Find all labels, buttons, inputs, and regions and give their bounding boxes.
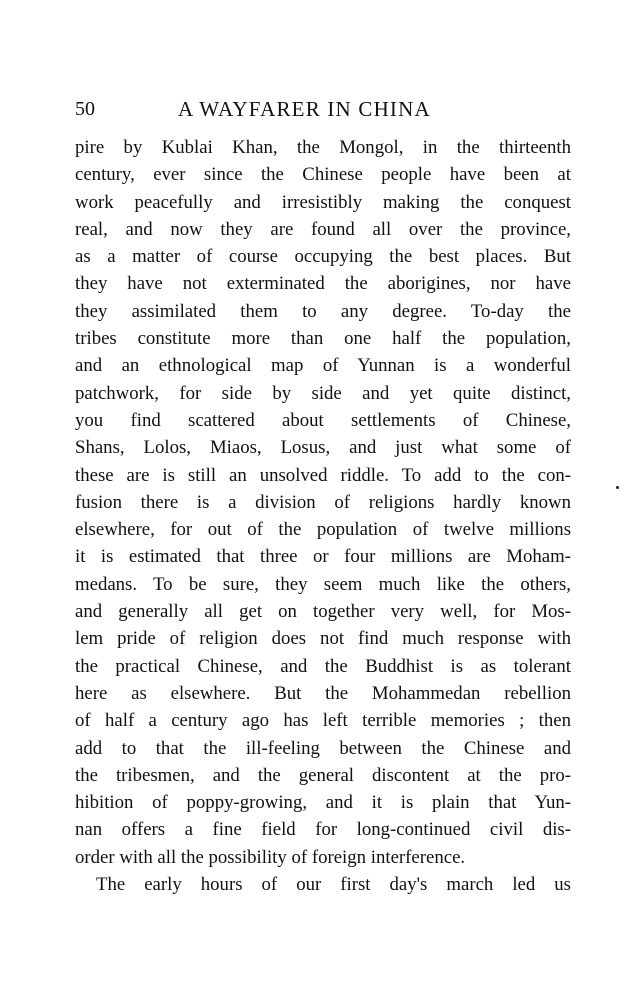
text-line: it is estimated that three or four millions are Moham- <box>75 546 571 568</box>
text-line: patchwork, for side by side and yet quite distinct, <box>75 382 571 404</box>
text-line: tribes constitute more than one half the population, <box>75 328 571 350</box>
page-number: 50 <box>75 98 95 120</box>
text-line: as a matter of course occupying the best places. But <box>75 246 571 268</box>
text-line: lem pride of religion does not find much response with <box>75 628 571 650</box>
text-line: of half a century ago has left terrible memories ; then <box>75 710 571 732</box>
text-line: pire by Kublai Khan, the Mongol, in the thirteenth <box>75 137 571 158</box>
text-line: and an ethnological map of Yunnan is a wonderful <box>75 355 571 377</box>
text-line: work peacefully and irresistibly making the conquest <box>75 191 571 213</box>
text-line: and generally all get on together very well, for Mos- <box>75 601 571 623</box>
paragraph-start-line: The early hours of our first day's march led us <box>96 874 571 896</box>
text-line: the tribesmen, and the general discontent at the pro- <box>75 764 571 786</box>
text-line: they assimilated them to any degree. To-day the <box>75 300 571 322</box>
margin-mark <box>616 486 619 489</box>
text-line: Shans, Lolos, Miaos, Losus, and just what some of <box>75 437 571 459</box>
paragraph-end-line: order with all the possibility of foreign interference. <box>75 846 466 868</box>
running-title: A WAYFARER IN CHINA <box>178 97 431 121</box>
text-line: you find scattered about settlements of Chinese, <box>75 409 571 431</box>
text-line: nan offers a fine field for long-continued civil dis- <box>75 819 571 841</box>
text-line: elsewhere, for out of the population of twelve millions <box>75 519 571 541</box>
text-line: the practical Chinese, and the Buddhist is as tolerant <box>75 655 571 677</box>
text-line: century, ever since the Chinese people have been at <box>75 164 571 186</box>
text-line: medans. To be sure, they seem much like the others, <box>75 573 571 595</box>
text-line: fusion there is a division of religions hardly known <box>75 491 571 513</box>
text-line: hibition of poppy-growing, and it is plain that Yun- <box>75 792 571 814</box>
running-head <box>75 95 571 123</box>
text-line: here as elsewhere. But the Mohammedan rebellion <box>75 682 571 704</box>
text-line: add to that the ill-feeling between the Chinese and <box>75 737 571 759</box>
text-line: they have not exterminated the aborigines, nor have <box>75 273 571 295</box>
text-line: these are is still an unsolved riddle. To add to the con- <box>75 464 571 486</box>
text-line: real, and now they are found all over the province, <box>75 218 571 240</box>
body-text <box>75 134 571 898</box>
